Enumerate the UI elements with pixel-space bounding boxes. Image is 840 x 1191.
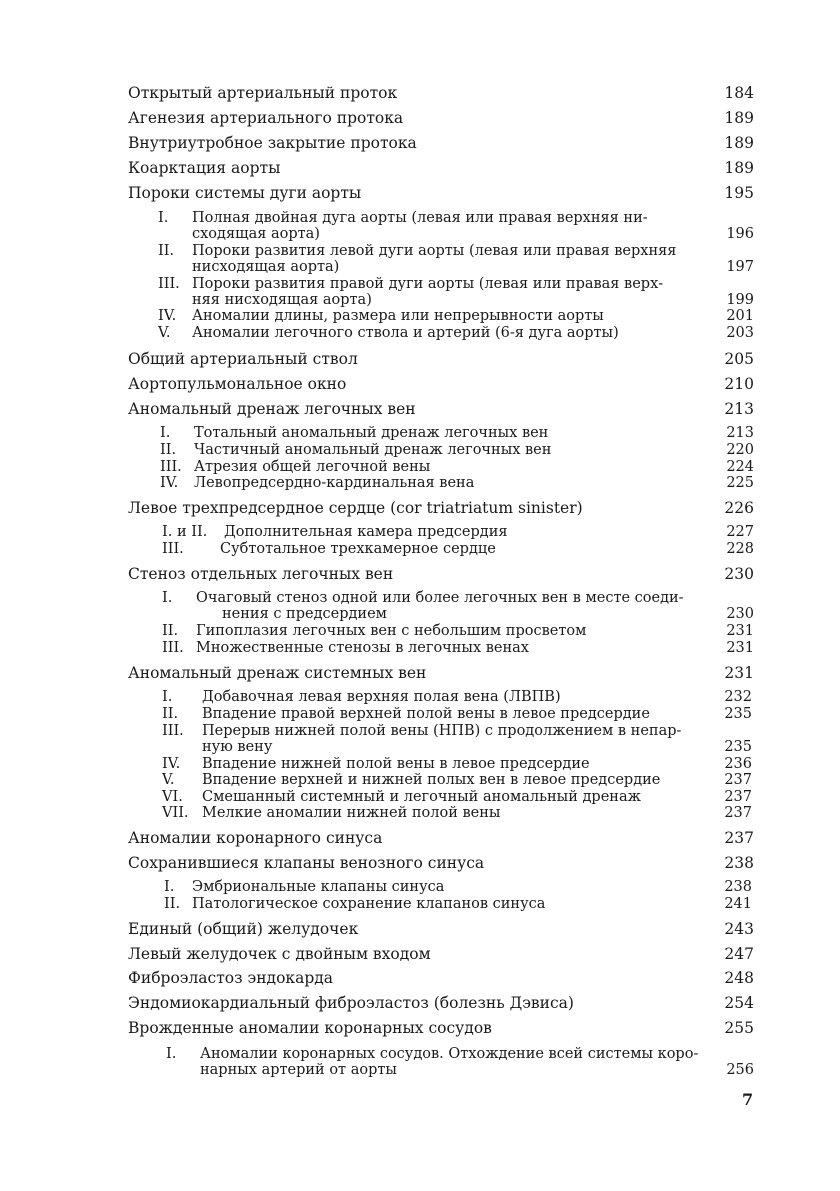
toc-entry bbox=[128, 967, 754, 989]
subentry-number: II. bbox=[162, 623, 179, 639]
toc-subentry bbox=[158, 210, 754, 242]
toc-subentry bbox=[164, 879, 752, 895]
toc-entry bbox=[128, 992, 754, 1014]
toc-entry bbox=[128, 852, 754, 874]
toc-entry-page: 237 bbox=[724, 829, 754, 847]
subentry-page: 197 bbox=[726, 259, 754, 275]
subentry-page: 203 bbox=[726, 325, 754, 341]
subentry-number: I. bbox=[160, 425, 171, 441]
subentry-number: III. bbox=[160, 459, 182, 475]
subentry-text: Впадение нижней полой вены в левое предсердие bbox=[202, 756, 590, 772]
subentry-text: ную вену bbox=[202, 739, 273, 755]
subentry-number: III. bbox=[158, 276, 180, 292]
subentry-page: 224 bbox=[726, 459, 754, 475]
toc-entry-page: 254 bbox=[724, 994, 754, 1012]
subentry-number: II. bbox=[164, 896, 181, 912]
toc-entry bbox=[128, 918, 754, 940]
subentry-number: IV. bbox=[158, 308, 177, 324]
subentry-number: IV. bbox=[162, 756, 181, 772]
toc-entry bbox=[128, 497, 754, 519]
toc-subentry bbox=[158, 243, 754, 275]
subentry-page: 227 bbox=[726, 524, 754, 540]
subentry-number: III. bbox=[162, 723, 184, 739]
subentry-number: V. bbox=[162, 772, 175, 788]
toc-entry-title: Врожденные аномалии коронарных сосудов bbox=[128, 1019, 492, 1037]
toc-entry-page: 226 bbox=[724, 499, 754, 517]
toc-entry bbox=[128, 157, 754, 179]
subentry-number: IV. bbox=[160, 475, 179, 491]
subentry-number: I. bbox=[164, 879, 175, 895]
subentry-text: Аномалии длины, размера или непрерывности аорты bbox=[192, 308, 604, 324]
toc-entry-title: Фиброэластоз эндокарда bbox=[128, 969, 334, 987]
subentry-text: Гипоплазия легочных вен с небольшим просветом bbox=[196, 623, 587, 639]
subentry-text: Аномалии легочного ствола и артерий (6-я дуга аорты) bbox=[192, 325, 619, 341]
subentry-page: 236 bbox=[724, 756, 752, 772]
toc-subentry bbox=[160, 459, 754, 475]
toc-subentry bbox=[162, 706, 752, 722]
subentry-page: 225 bbox=[726, 475, 754, 491]
subentry-page: 237 bbox=[724, 789, 752, 805]
toc-entry-page: 205 bbox=[724, 350, 754, 368]
subentry-page: 232 bbox=[724, 689, 752, 705]
subentry-page: 196 bbox=[726, 226, 754, 242]
subentry-text: Впадение верхней и нижней полых вен в левое предсердие bbox=[202, 772, 661, 788]
toc-entry bbox=[128, 827, 754, 849]
subentry-text: Патологическое сохранение клапанов синуса bbox=[192, 896, 546, 912]
subentry-text: нарных артерий от аорты bbox=[200, 1062, 397, 1078]
toc-entry-page: 189 bbox=[724, 159, 754, 177]
subentry-text: Впадение правой верхней полой вены в левое предсердие bbox=[202, 706, 650, 722]
toc-entry bbox=[128, 1017, 754, 1039]
subentry-text: Пороки развития правой дуги аорты (левая или правая верх- bbox=[192, 276, 664, 292]
subentry-text: нения с предсердием bbox=[222, 606, 387, 622]
toc-entry bbox=[128, 373, 754, 395]
toc-entry bbox=[128, 348, 754, 370]
toc-entry-title: Сохранившиеся клапаны венозного синуса bbox=[128, 854, 485, 872]
toc-entry-page: 189 bbox=[724, 109, 754, 127]
toc-entry-title: Коарктация аорты bbox=[128, 159, 281, 177]
toc-entry bbox=[128, 662, 754, 684]
toc-entry-page: 213 bbox=[724, 400, 754, 418]
toc-entry-page: 184 bbox=[724, 84, 754, 102]
subentry-text: Аномалии коронарных сосудов. Отхождение всей системы коро- bbox=[200, 1046, 699, 1062]
toc-subentry bbox=[162, 789, 752, 805]
toc-subentry bbox=[162, 524, 754, 540]
toc-entry-title: Внутриутробное закрытие протока bbox=[128, 134, 417, 152]
toc-entry bbox=[128, 107, 754, 129]
toc-entry-title: Аномальный дренаж легочных вен bbox=[128, 400, 416, 418]
toc-subentry bbox=[162, 541, 754, 557]
subentry-page: 199 bbox=[726, 292, 754, 308]
toc-entry-title: Левое трехпредсердное сердце (cor triatriatum sinister) bbox=[128, 499, 583, 517]
toc-subentry bbox=[162, 590, 754, 622]
subentry-text: Субтотальное трехкамерное сердце bbox=[220, 541, 496, 557]
toc-entry-title: Агенезия артериального протока bbox=[128, 109, 404, 127]
toc-entry-title: Общий артериальный ствол bbox=[128, 350, 358, 368]
toc-subentry bbox=[162, 689, 752, 705]
toc-subentry bbox=[160, 442, 754, 458]
subentry-page: 230 bbox=[726, 606, 754, 622]
subentry-number: I. и II. bbox=[162, 524, 208, 540]
subentry-number: VII. bbox=[162, 805, 189, 821]
subentry-number: II. bbox=[160, 442, 177, 458]
subentry-text: Тотальный аномальный дренаж легочных вен bbox=[194, 425, 549, 441]
subentry-text: Дополнительная камера предсердия bbox=[224, 524, 508, 540]
subentry-page: 231 bbox=[726, 623, 754, 639]
subentry-text: Очаговый стеноз одной или более легочных вен в месте соеди- bbox=[196, 590, 684, 606]
subentry-text: Полная двойная дуга аорты (левая или правая верхняя ни- bbox=[192, 210, 648, 226]
toc-entry-page: 248 bbox=[724, 969, 754, 987]
subentry-text: нисходящая аорта) bbox=[192, 259, 340, 275]
subentry-number: V. bbox=[158, 325, 171, 341]
subentry-page: 213 bbox=[726, 425, 754, 441]
toc-entry-title: Аортопульмональное окно bbox=[128, 375, 347, 393]
toc-entry-title: Эндомиокардиальный фиброэластоз (болезнь Дэвиса) bbox=[128, 994, 574, 1012]
subentry-page: 256 bbox=[726, 1062, 754, 1078]
subentry-text: няя нисходящая аорта) bbox=[192, 292, 372, 308]
subentry-text: Множественные стенозы в легочных венах bbox=[196, 640, 529, 656]
subentry-page: 237 bbox=[724, 772, 752, 788]
subentry-text: Перерыв нижней полой вены (НПВ) с продолжением в непар- bbox=[202, 723, 682, 739]
toc-subentry bbox=[160, 425, 754, 441]
page-number: 7 bbox=[742, 1090, 754, 1109]
toc-entry-page: 255 bbox=[724, 1019, 754, 1037]
subentry-page: 237 bbox=[724, 805, 752, 821]
toc-subentry bbox=[162, 640, 754, 656]
subentry-text: Частичный аномальный дренаж легочных вен bbox=[194, 442, 552, 458]
toc-entry-title: Стеноз отдельных легочных вен bbox=[128, 565, 394, 583]
subentry-text: Добавочная левая верхняя полая вена (ЛВПВ) bbox=[202, 689, 561, 705]
toc-entry-page: 230 bbox=[724, 565, 754, 583]
subentry-text: Эмбриональные клапаны синуса bbox=[192, 879, 445, 895]
subentry-text: Левопредсердно-кардинальная вена bbox=[194, 475, 475, 491]
subentry-number: I. bbox=[162, 590, 173, 606]
toc-entry-page: 189 bbox=[724, 134, 754, 152]
toc-subentry bbox=[158, 276, 754, 308]
toc-subentry bbox=[158, 308, 754, 324]
toc-entry-page: 243 bbox=[724, 920, 754, 938]
toc-subentry bbox=[162, 772, 752, 788]
subentry-number: II. bbox=[162, 706, 179, 722]
toc-entry-title: Аномалии коронарного синуса bbox=[128, 829, 383, 847]
toc-subentry bbox=[162, 756, 752, 772]
subentry-page: 201 bbox=[726, 308, 754, 324]
subentry-text: сходящая аорта) bbox=[192, 226, 320, 242]
toc-entry-title: Аномальный дренаж системных вен bbox=[128, 664, 427, 682]
subentry-number: I. bbox=[166, 1046, 177, 1062]
toc-subentry bbox=[162, 805, 752, 821]
toc-entry bbox=[128, 563, 754, 585]
toc-entry-page: 210 bbox=[724, 375, 754, 393]
subentry-page: 238 bbox=[724, 879, 752, 895]
subentry-page: 231 bbox=[726, 640, 754, 656]
toc-entry bbox=[128, 82, 754, 104]
subentry-text: Мелкие аномалии нижней полой вены bbox=[202, 805, 501, 821]
subentry-number: I. bbox=[158, 210, 169, 226]
toc-entry-page: 231 bbox=[724, 664, 754, 682]
toc-entry-title: Единый (общий) желудочек bbox=[128, 920, 359, 938]
toc-subentry bbox=[164, 896, 752, 912]
toc-subentry bbox=[160, 475, 754, 491]
toc-subentry bbox=[166, 1046, 754, 1078]
toc-entry bbox=[128, 398, 754, 420]
subentry-page: 241 bbox=[724, 896, 752, 912]
toc-entry bbox=[128, 182, 754, 204]
subentry-page: 235 bbox=[724, 706, 752, 722]
subentry-text: Смешанный системный и легочный аномальный дренаж bbox=[202, 789, 641, 805]
toc-entry-page: 247 bbox=[724, 945, 754, 963]
toc-entry-page: 195 bbox=[724, 184, 754, 202]
subentry-number: II. bbox=[158, 243, 175, 259]
subentry-number: VI. bbox=[162, 789, 183, 805]
toc-entry bbox=[128, 943, 754, 965]
subentry-page: 228 bbox=[726, 541, 754, 557]
subentry-number: I. bbox=[162, 689, 173, 705]
toc-entry-page: 238 bbox=[724, 854, 754, 872]
toc-entry bbox=[128, 132, 754, 154]
toc-entry-title: Левый желудочек с двойным входом bbox=[128, 945, 431, 963]
subentry-text: Пороки развития левой дуги аорты (левая или правая верхняя bbox=[192, 243, 677, 259]
subentry-page: 220 bbox=[726, 442, 754, 458]
subentry-number: III. bbox=[162, 640, 184, 656]
toc-entry-title: Открытый артериальный проток bbox=[128, 84, 398, 102]
toc-subentry bbox=[162, 723, 752, 755]
toc-subentry bbox=[162, 623, 754, 639]
toc-subentry bbox=[158, 325, 754, 341]
subentry-page: 235 bbox=[724, 739, 752, 755]
subentry-text: Атрезия общей легочной вены bbox=[194, 459, 431, 475]
toc-entry-title: Пороки системы дуги аорты bbox=[128, 184, 362, 202]
subentry-number: III. bbox=[162, 541, 184, 557]
